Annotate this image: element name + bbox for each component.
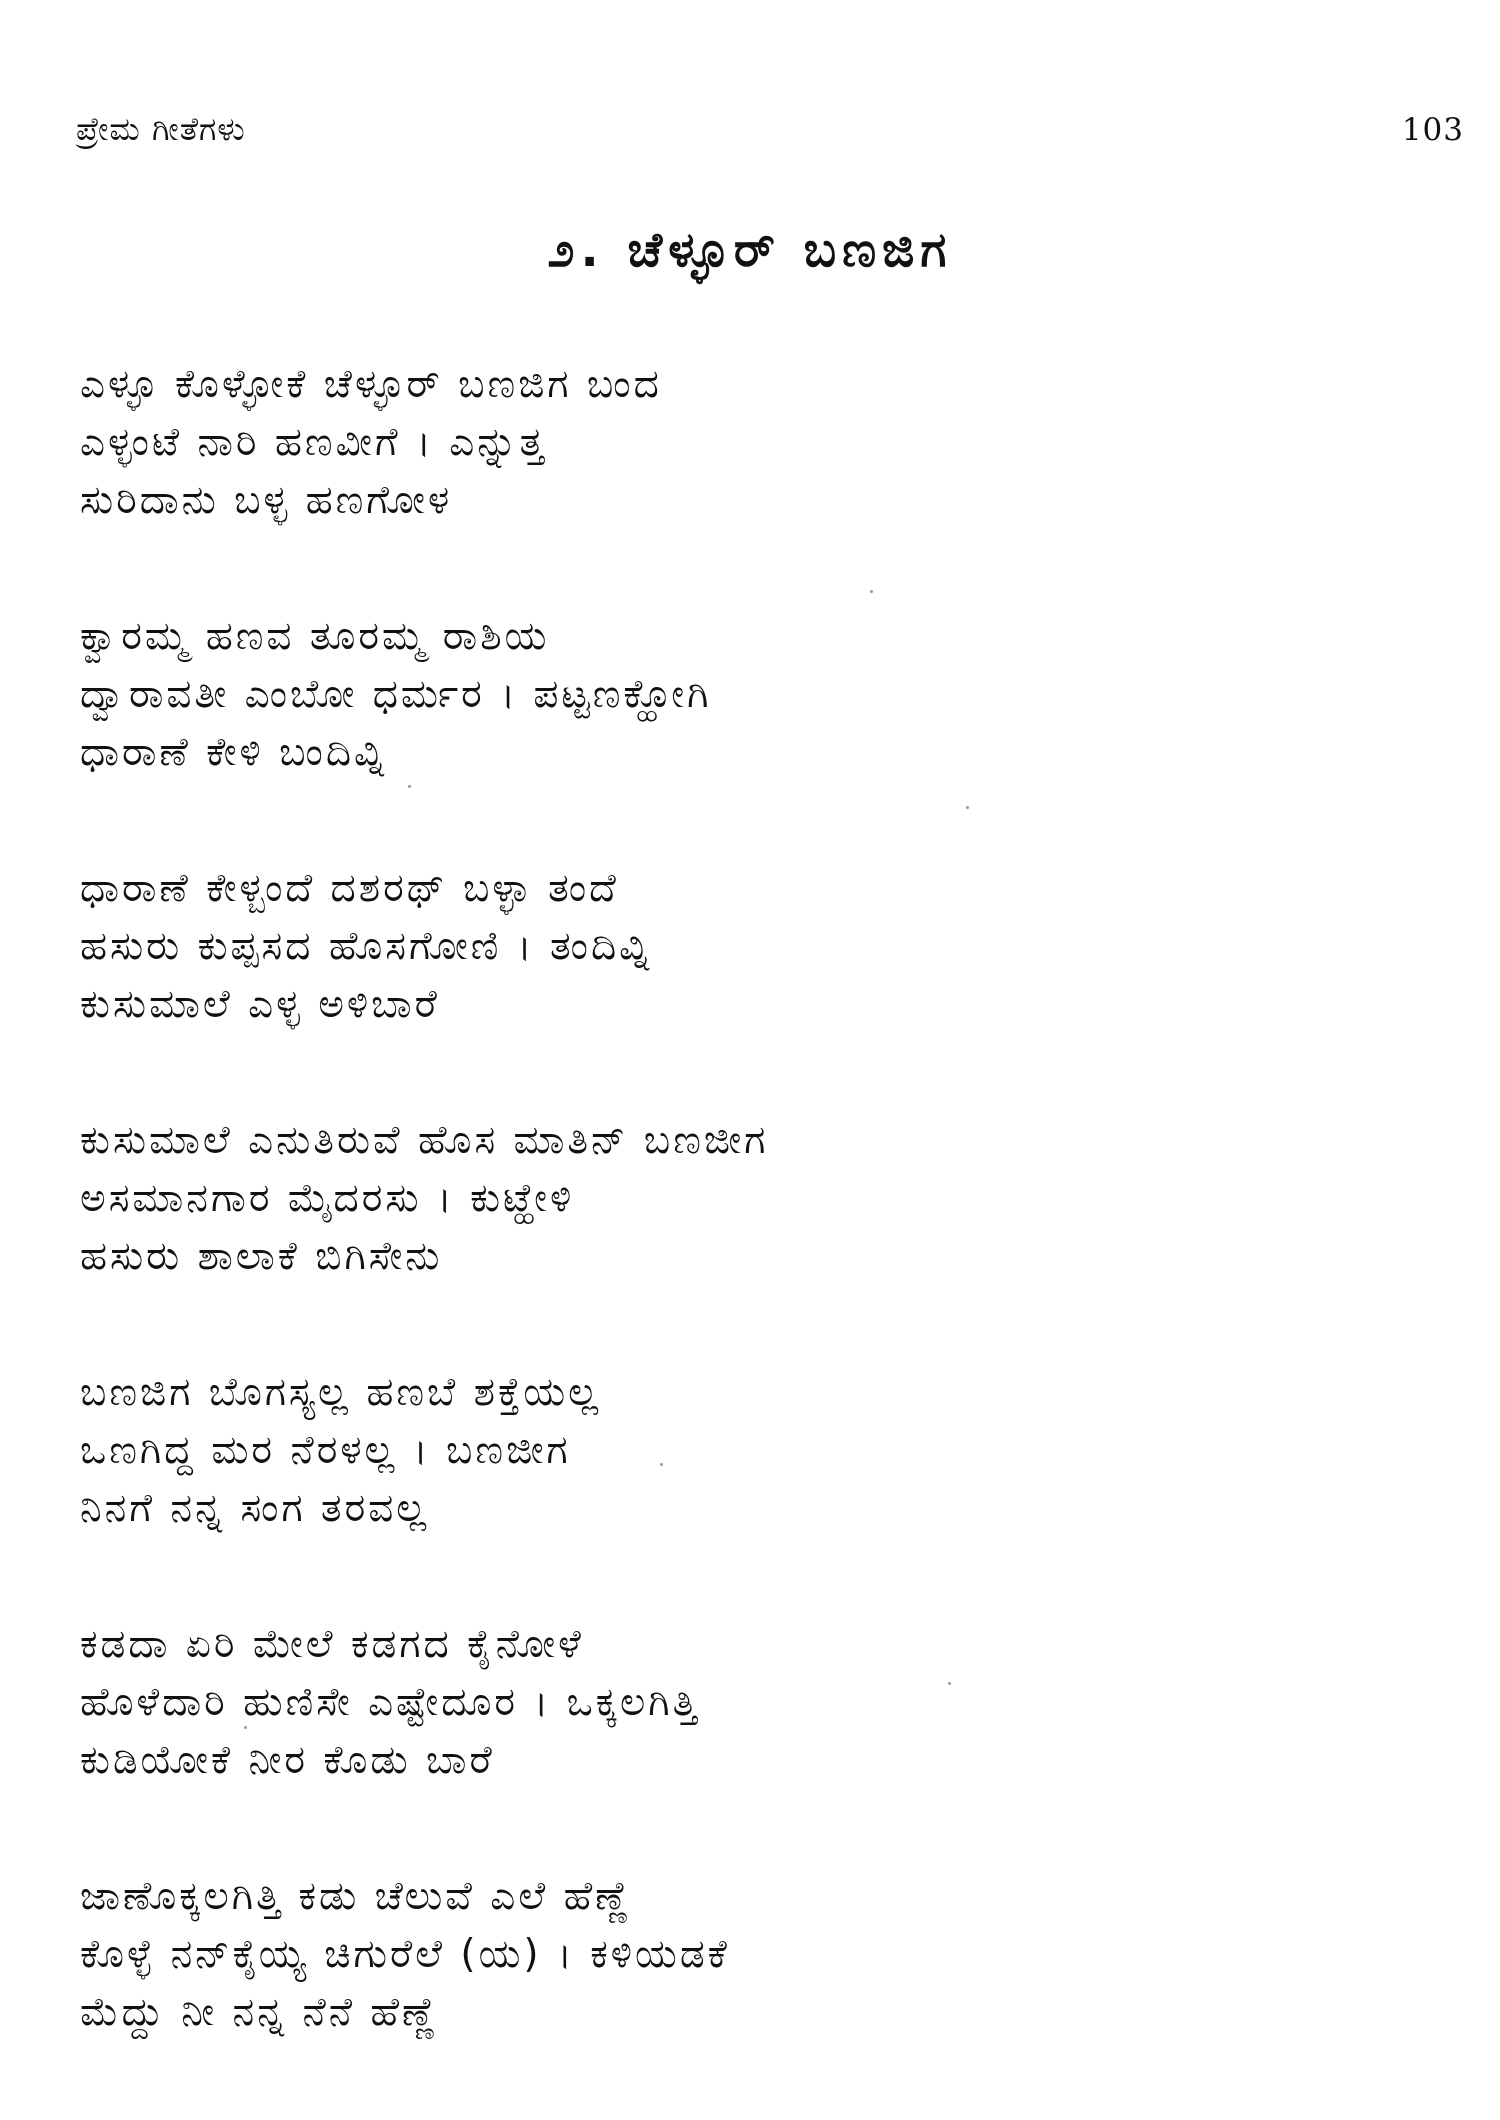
poem-line: ಕುಡಿಯೋಕೆ ನೀರ ಕೊಡು ಬಾರೆ bbox=[80, 1738, 495, 1783]
stanza-2 bbox=[80, 608, 1440, 782]
paper-speck bbox=[870, 590, 873, 593]
stanza-1 bbox=[80, 356, 1440, 530]
stanza-5 bbox=[80, 1364, 1440, 1538]
poem-body bbox=[80, 356, 1440, 2120]
poem-line: ಎಳ್ಳೂ ಕೊಳ್ಳೋಕೆ ಚೆಳ್ಳೂರ್ ಬಣಜಿಗ ಬಂದ bbox=[80, 362, 662, 407]
running-header: ಪ್ರೇಮ ಗೀತೆಗಳು bbox=[76, 110, 246, 148]
poem-line: ಕೊಳ್ಳೆ ನನ್‌ಕೈಯ್ಯ ಚಿಗುರೆಲೆ (ಯ) । ಕಳಿಯಡಕೆ bbox=[80, 1932, 730, 1977]
paper-speck bbox=[244, 1726, 247, 1729]
poem-line: ಹೊಳೆದಾರಿ ಹುಣಿಸೇ ಎಷ್ಟೇದೂರ । ಒಕ್ಕಲಗಿತ್ತಿ bbox=[80, 1680, 700, 1725]
poem-line: ಜಾಣೊಕ್ಕಲಗಿತ್ತಿ ಕಡು ಚೆಲುವೆ ಎಲೆ ಹೆಣ್ಣೆ bbox=[80, 1874, 633, 1919]
poem-line: ಹಸುರು ಕುಪ್ಪಸದ ಹೊಸಗೋಣಿ । ತಂದಿವ್ನಿ bbox=[80, 924, 653, 969]
stanza-6 bbox=[80, 1616, 1440, 1790]
poem-line: ಧಾರಾಣೆ ಕೇಳಿ ಬಂದಿವ್ನಿ bbox=[80, 730, 388, 775]
paper-speck bbox=[966, 806, 969, 809]
poem-title: ೨. ಚೆಳ್ಳೂರ್ ಬಣಜಿಗ bbox=[547, 222, 953, 278]
poem-line: ಕಡದಾ ಏರಿ ಮೇಲೆ ಕಡಗದ ಕೈನೋಳೆ bbox=[80, 1622, 584, 1667]
stanza-4 bbox=[80, 1112, 1440, 1286]
poem-line: ಕುಸುಮಾಲೆ ಎನುತಿರುವೆ ಹೊಸ ಮಾತಿನ್ ಬಣಜೀಗ bbox=[80, 1118, 769, 1163]
poem-line: ಸುರಿದಾನು ಬಳ್ಳ ಹಣಗೋಳ bbox=[80, 478, 453, 523]
stanza-3 bbox=[80, 860, 1440, 1034]
poem-line: ಒಣಗಿದ್ದ ಮರ ನೆರಳಲ್ಲ । ಬಣಜೀಗ bbox=[80, 1428, 571, 1473]
page-number: 103 bbox=[1401, 112, 1464, 148]
paper-speck bbox=[948, 1682, 951, 1685]
poem-line: ಬಣಜಿಗ ಬೊಗಸ್ಯಲ್ಲ ಹಣಬೆ ಶಕ್ತೆಯಲ್ಲ bbox=[80, 1370, 602, 1415]
paper-speck bbox=[660, 1463, 663, 1466]
poem-line: ಹಸುರು ಶಾಲಾಕೆ ಬಿಗಿಸೇನು bbox=[80, 1234, 443, 1279]
poem-line: ಕುಸುಮಾಲೆ ಎಳ್ಳ ಅಳಿಬಾರೆ bbox=[80, 982, 440, 1027]
poem-line: ಎಳ್ಳಂಟೆ ನಾರಿ ಹಣವೀಗೆ । ಎನ್ನುತ್ತ bbox=[80, 420, 547, 465]
poem-line: ಕ್ವಾರಮ್ಮ ಹಣವ ತೂರಮ್ಮ ರಾಶಿಯ bbox=[80, 614, 550, 659]
poem-line: ಅಸಮಾನಗಾರ ಮೈದರಸು । ಕುಟ್ಹೇಳಿ bbox=[80, 1176, 575, 1221]
poem-line: ದ್ವಾರಾವತೀ ಎಂಬೋ ಧರ್ಮರ । ಪಟ್ಟಣಕ್ಹೋಗಿ bbox=[80, 672, 712, 717]
stanza-7 bbox=[80, 1868, 1440, 2042]
paper-speck bbox=[408, 785, 411, 788]
poem-line: ಧಾರಾಣೆ ಕೇಳ್ಬಂದೆ ದಶರಥ್ ಬಳ್ಳಾ ತಂದೆ bbox=[80, 866, 619, 911]
poem-line: ಮೆದ್ದು ನೀ ನನ್ನ ನೆನೆ ಹೆಣ್ಣೆ bbox=[80, 1990, 439, 2035]
poem-line: ನಿನಗೆ ನನ್ನ ಸಂಗ ತರವಲ್ಲ bbox=[80, 1486, 430, 1531]
